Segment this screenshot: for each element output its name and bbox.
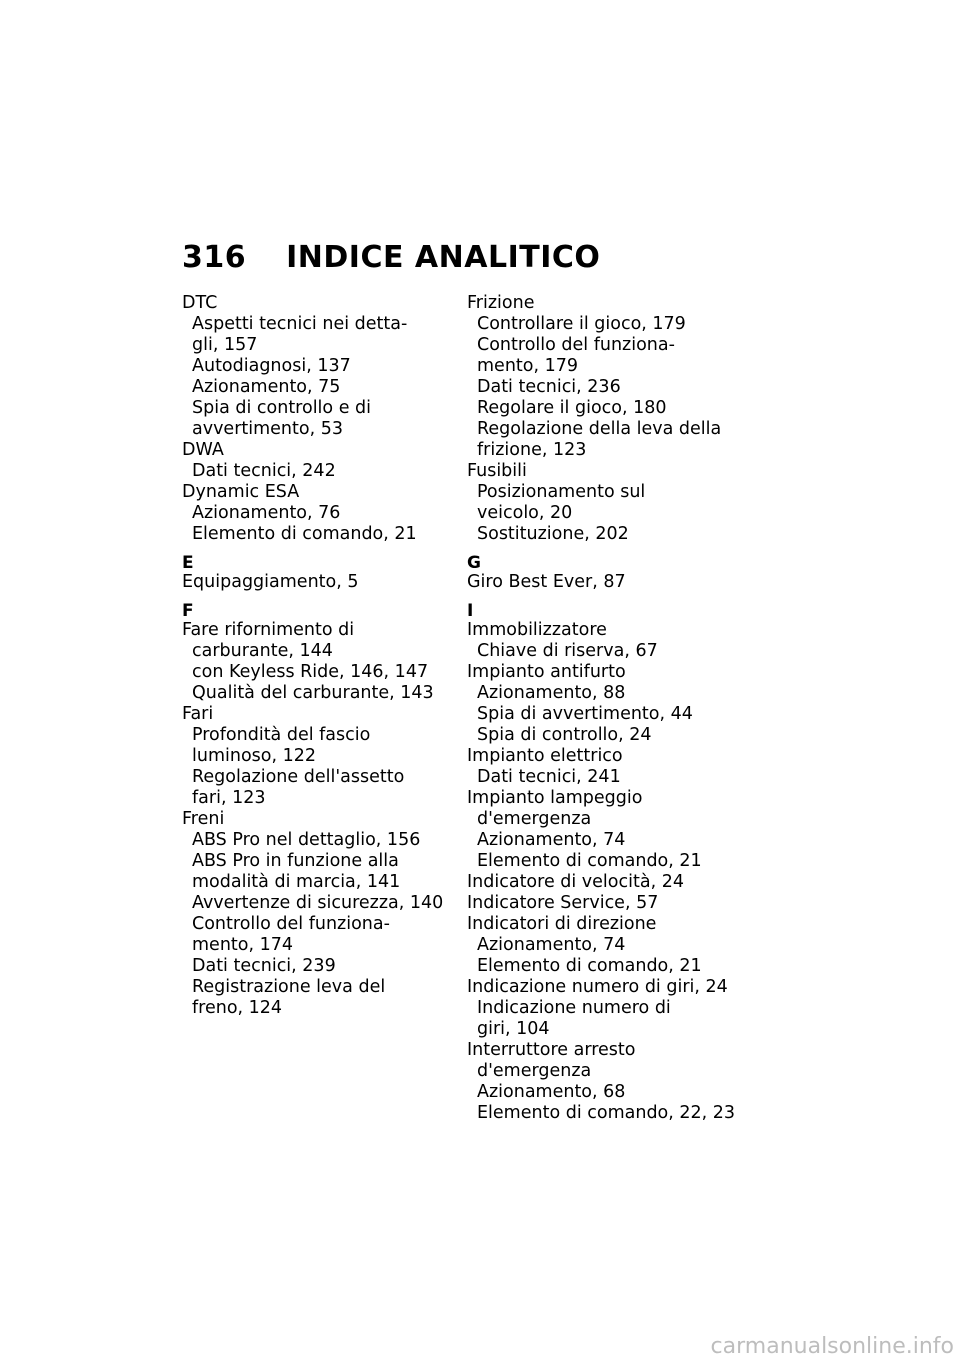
index-entry: Indicazione numero di giri, 24 [467,977,728,997]
index-subentry: Qualità del carburante, 143 [192,683,434,703]
index-subentry: Azionamento, 74 [477,935,626,955]
index-entry-continuation: luminoso, 122 [192,746,317,766]
index-entry: Impianto elettrico [467,746,623,766]
index-subentry: Azionamento, 74 [477,830,626,850]
index-subentry: con Keyless Ride, 146, 147 [192,662,429,682]
index-entry-continuation: giri, 104 [477,1019,550,1039]
watermark: carmanualsonline.info [710,1334,954,1359]
index-entry-continuation: veicolo, 20 [477,503,573,523]
index-subentry: Spia di controllo, 24 [477,725,652,745]
index-entry: Giro Best Ever, 87 [467,572,626,592]
index-entry: Fusibili [467,461,527,481]
index-subentry: Dati tecnici, 236 [477,377,621,397]
index-entry: Freni [182,809,225,829]
index-entry-continuation: freno, 124 [192,998,283,1018]
index-entry: Indicatori di direzione [467,914,657,934]
index-subentry: Registrazione leva del [192,977,386,997]
index-entry: Fare rifornimento di [182,620,355,640]
index-entry: Fari [182,704,214,724]
index-entry-continuation: mento, 179 [477,356,579,376]
index-subentry: Posizionamento sul [477,482,646,502]
index-entry: Impianto lampeggio [467,788,643,808]
index-entry: Indicatore di velocità, 24 [467,872,684,892]
index-entry: Impianto antifurto [467,662,626,682]
index-entry-continuation: d'emergenza [477,1061,592,1081]
index-subentry: ABS Pro in funzione alla [192,851,399,871]
index-entry-continuation: fari, 123 [192,788,266,808]
index-subentry: Sostituzione, 202 [477,524,629,544]
index-subentry: Elemento di comando, 21 [477,851,702,871]
index-subentry: Controllare il gioco, 179 [477,314,686,334]
index-subentry: Regolare il gioco, 180 [477,398,667,418]
page-title: INDICE ANALITICO [286,240,601,275]
index-subentry: Profondità del fascio [192,725,371,745]
index-subentry: Dati tecnici, 239 [192,956,336,976]
index-subentry: Regolazione dell'assetto [192,767,405,787]
index-subentry: Indicazione numero di [477,998,671,1018]
index-subentry: Azionamento, 88 [477,683,626,703]
index-section-letter: F [182,601,194,621]
index-entry-continuation: avvertimento, 53 [192,419,343,439]
index-subentry: Controllo del funziona- [192,914,390,934]
index-entry: Immobilizzatore [467,620,607,640]
index-entry-continuation: d'emergenza [477,809,592,829]
index-entry: Equipaggiamento, 5 [182,572,359,592]
index-entry-continuation: modalità di marcia, 141 [192,872,401,892]
index-subentry: Azionamento, 75 [192,377,341,397]
index-subentry: Dati tecnici, 242 [192,461,336,481]
index-subentry: Azionamento, 68 [477,1082,626,1102]
index-column-left [182,293,452,1019]
index-column-right [467,293,737,1124]
index-subentry: Aspetti tecnici nei detta- [192,314,408,334]
index-subentry: Controllo del funziona- [477,335,675,355]
index-subentry: Elemento di comando, 21 [192,524,417,544]
index-entry: Indicatore Service, 57 [467,893,659,913]
index-entry: Frizione [467,293,535,313]
index-entry: Dynamic ESA [182,482,300,502]
page-number: 316 [182,240,247,275]
index-subentry: Chiave di riserva, 67 [477,641,658,661]
index-subentry: Azionamento, 76 [192,503,341,523]
index-entry-continuation: gli, 157 [192,335,258,355]
index-section-letter: I [467,601,474,621]
index-subentry: ABS Pro nel dettaglio, 156 [192,830,421,850]
index-subentry: Avvertenze di sicurezza, 140 [192,893,444,913]
index-subentry: Autodiagnosi, 137 [192,356,351,376]
index-subentry: Spia di avvertimento, 44 [477,704,693,724]
index-entry: DTC [182,293,218,313]
index-entry-continuation: carburante, 144 [192,641,333,661]
page-header [182,240,600,275]
index-section-letter: G [467,553,481,573]
index-section-letter: E [182,553,194,573]
index-subentry: Spia di controllo e di [192,398,371,418]
index-entry: Interruttore arresto [467,1040,636,1060]
index-entry-continuation: mento, 174 [192,935,294,955]
index-subentry: Elemento di comando, 22, 23 [477,1103,736,1123]
index-entry: DWA [182,440,224,460]
index-subentry: Regolazione della leva della [477,419,722,439]
index-subentry: Dati tecnici, 241 [477,767,621,787]
index-subentry: Elemento di comando, 21 [477,956,702,976]
index-entry-continuation: frizione, 123 [477,440,587,460]
